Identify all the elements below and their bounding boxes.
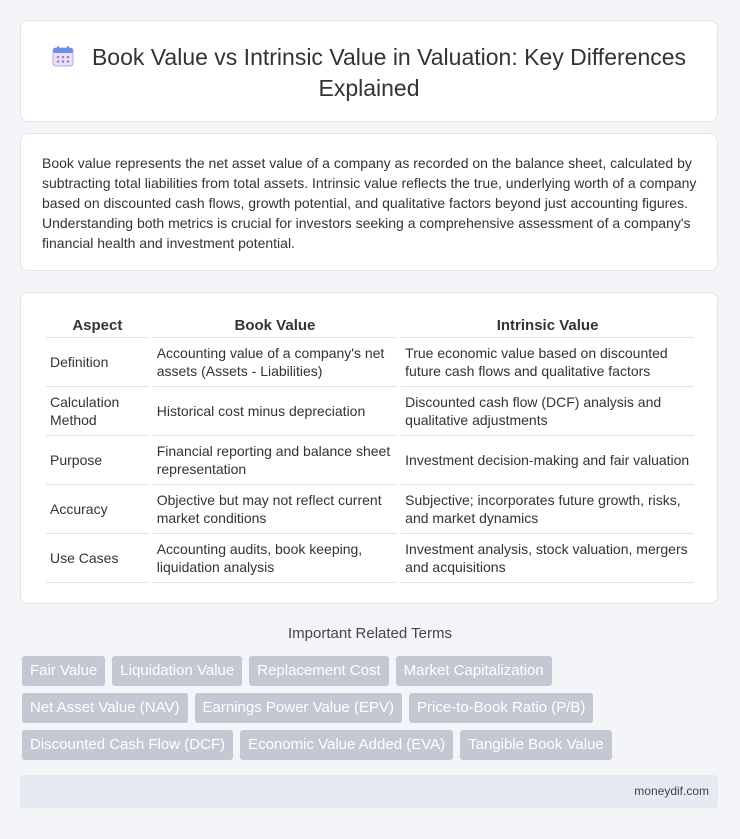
table-cell-aspect: Definition [46,338,149,387]
comparison-table-card [20,292,718,604]
table-cell-aspect: Use Cases [46,534,149,583]
header-book-value: Book Value [153,315,397,338]
table-cell-book: Historical cost minus depreciation [153,387,397,436]
term-row [22,693,722,723]
table-cell-intrinsic: Subjective; incorporates future growth, risks, and market dynamics [401,485,694,534]
term-tag[interactable]: Replacement Cost [249,656,388,686]
related-terms-title: Important Related Terms [288,625,452,642]
term-tag[interactable]: Earnings Power Value (EPV) [195,693,402,723]
intro-card [20,133,718,271]
term-tag[interactable]: Tangible Book Value [460,730,612,760]
page-title-wrap [21,43,717,103]
table-cell-intrinsic: Investment analysis, stock valuation, mergers and acquisitions [401,534,694,583]
table-row [46,485,694,534]
header-intrinsic-value: Intrinsic Value [401,315,694,338]
term-row [22,730,722,760]
related-terms [22,656,722,767]
term-tag[interactable]: Price-to-Book Ratio (P/B) [409,693,593,723]
table-cell-intrinsic: Discounted cash flow (DCF) analysis and qualitative adjustments [401,387,694,436]
page-title: Book Value vs Intrinsic Value in Valuation: Key Differences Explained [91,44,687,101]
comparison-table [42,315,698,583]
table-cell-aspect: Calculation Method [46,387,149,436]
table-row [46,534,694,583]
term-tag[interactable]: Market Capitalization [396,656,552,686]
table-cell-intrinsic: Investment decision-making and fair valuation [401,436,694,485]
table-header-row [46,315,694,338]
header-aspect: Aspect [46,315,149,338]
intro-text: Book value represents the net asset value of a company as recorded on the balance sheet, calculated by subtracting total liabilities from total assets. Intrinsic value reflects the true, underlying worth of a company based on discounted cash flows, growth potential, and qualitative factors beyond just accounting figures. Understanding both metrics is crucial for investors seeking a comprehensive assessment of a company's financial health and investment potential. [42,155,697,251]
term-tag[interactable]: Discounted Cash Flow (DCF) [22,730,233,760]
term-tag[interactable]: Fair Value [22,656,105,686]
table-cell-book: Accounting audits, book keeping, liquidation analysis [153,534,397,583]
table-cell-book: Accounting value of a company's net assets (Assets - Liabilities) [153,338,397,387]
term-tag[interactable]: Net Asset Value (NAV) [22,693,188,723]
calendar-icon [52,45,74,74]
table-cell-aspect: Accuracy [46,485,149,534]
table-cell-aspect: Purpose [46,436,149,485]
table-row [46,338,694,387]
term-tag[interactable]: Liquidation Value [112,656,242,686]
table-row [46,436,694,485]
term-tag[interactable]: Economic Value Added (EVA) [240,730,453,760]
table-cell-intrinsic: True economic value based on discounted future cash flows and qualitative factors [401,338,694,387]
term-row [22,656,722,686]
table-row [46,387,694,436]
table-cell-book: Financial reporting and balance sheet representation [153,436,397,485]
footer-site-link[interactable]: moneydif.com [634,784,709,798]
header-card [20,20,718,122]
footer [20,775,718,808]
table-cell-book: Objective but may not reflect current market conditions [153,485,397,534]
